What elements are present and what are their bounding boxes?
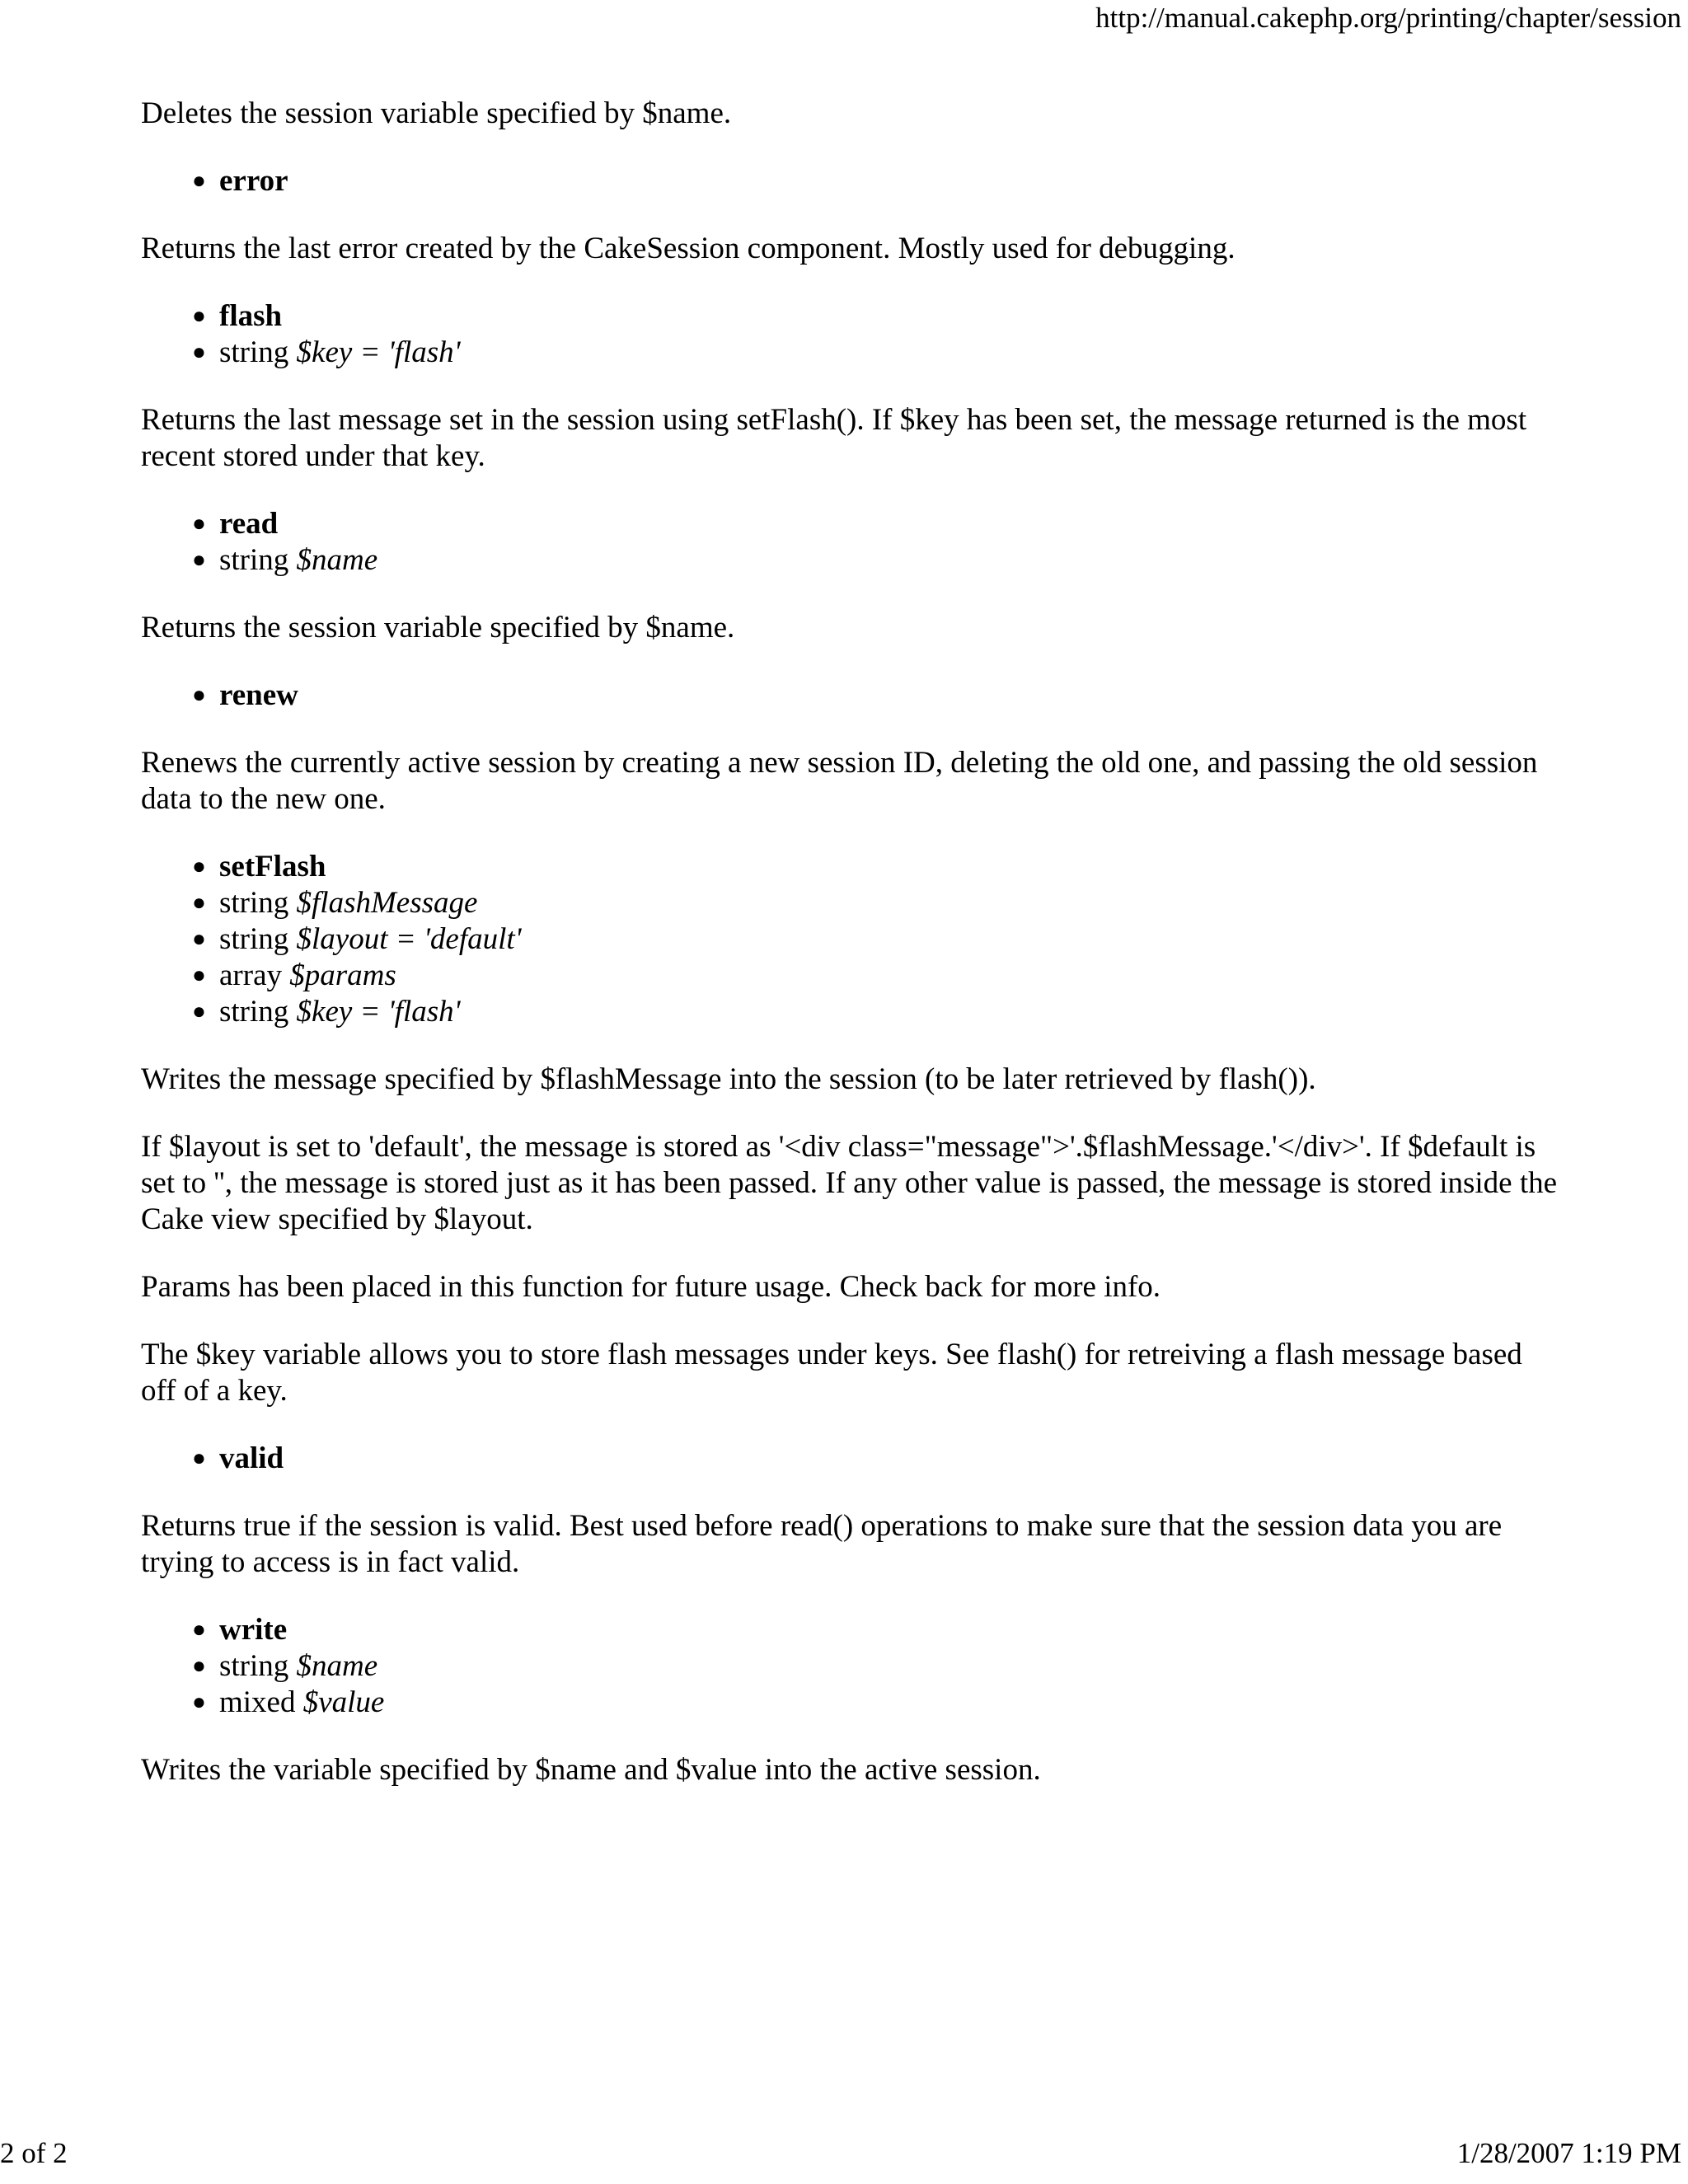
list-item xyxy=(192,506,1559,542)
document-content xyxy=(141,96,1559,1820)
method-list-renew xyxy=(141,677,1559,714)
page-indicator: 2 of 2 xyxy=(0,2137,68,2169)
param-type: string xyxy=(219,1649,289,1683)
method-list-valid xyxy=(141,1441,1559,1477)
param-name: $flashMessage xyxy=(296,886,478,920)
param-name: $key = 'flash' xyxy=(296,995,461,1029)
param-name: $name xyxy=(296,1649,378,1683)
bullet-icon: ● xyxy=(192,890,206,916)
flash-description: Returns the last message set in the session using setFlash(). If $key has been set, the message returned is the most recent stored under that key. xyxy=(141,403,1527,473)
method-name: flash xyxy=(219,299,283,333)
setflash-description-4: The $key variable allows you to store flash messages under keys. See flash() for retreiving a flash message based off of a key. xyxy=(141,1338,1522,1408)
method-name: error xyxy=(219,164,288,198)
bullet-icon: ● xyxy=(192,547,206,573)
bullet-icon: ● xyxy=(192,1617,206,1643)
list-item xyxy=(192,1441,1559,1477)
bullet-icon: ● xyxy=(192,340,206,365)
write-description: Writes the variable specified by $name and $value into the active session. xyxy=(141,1753,1041,1787)
list-item xyxy=(192,335,1559,371)
method-name: renew xyxy=(219,678,298,712)
setflash-description-2: If $layout is set to 'default', the message is stored as '<div class="message">'.$flashMessage.'</div>'. If $default is set to '', the message is stored just as it has been passed. If any other value is passed, the message is stored inside the Cake view specified by $layout. xyxy=(141,1130,1558,1236)
param-type: string xyxy=(219,543,289,577)
list-item xyxy=(192,958,1559,994)
page-url: http://manual.cakephp.org/printing/chapter/session xyxy=(1095,2,1681,34)
list-item xyxy=(192,885,1559,921)
method-name: read xyxy=(219,507,279,541)
list-item xyxy=(192,677,1559,714)
bullet-icon: ● xyxy=(192,963,206,988)
delete-description: Deletes the session variable specified by $name. xyxy=(141,96,732,130)
bullet-icon: ● xyxy=(192,854,206,879)
method-name: write xyxy=(219,1613,288,1647)
bullet-icon: ● xyxy=(192,1690,206,1715)
bullet-icon: ● xyxy=(192,511,206,537)
param-type: string xyxy=(219,922,289,956)
param-name: $params xyxy=(289,958,396,992)
bullet-icon: ● xyxy=(192,682,206,708)
param-type: mixed xyxy=(219,1685,296,1719)
bullet-icon: ● xyxy=(192,168,206,194)
method-name: setFlash xyxy=(219,850,326,883)
list-item xyxy=(192,163,1559,199)
renew-description: Renews the currently active session by creating a new session ID, deleting the old one, and passing the old session data to the new one. xyxy=(141,746,1538,816)
list-item xyxy=(192,994,1559,1030)
method-name: valid xyxy=(219,1441,284,1475)
read-description: Returns the session variable specified by $name. xyxy=(141,611,735,644)
bullet-icon: ● xyxy=(192,303,206,329)
error-description: Returns the last error created by the CakeSession component. Mostly used for debugging. xyxy=(141,232,1236,265)
param-name: $value xyxy=(302,1685,385,1719)
param-name: $name xyxy=(296,543,378,577)
list-item xyxy=(192,849,1559,885)
setflash-description-1: Writes the message specified by $flashMessage into the session (to be later retrieved by flash()). xyxy=(141,1062,1316,1096)
list-item xyxy=(192,921,1559,958)
list-item xyxy=(192,1685,1559,1721)
param-type: array xyxy=(219,958,282,992)
setflash-description-3: Params has been placed in this function for future usage. Check back for more info. xyxy=(141,1270,1161,1304)
method-list-setflash xyxy=(141,849,1559,1030)
list-item xyxy=(192,1648,1559,1685)
method-list-write xyxy=(141,1612,1559,1721)
list-item xyxy=(192,542,1559,579)
param-type: string xyxy=(219,995,289,1029)
list-item xyxy=(192,298,1559,335)
param-name: $key = 'flash' xyxy=(296,335,461,369)
bullet-icon: ● xyxy=(192,926,206,952)
print-timestamp: 1/28/2007 1:19 PM xyxy=(1456,2137,1681,2169)
valid-description: Returns true if the session is valid. Best used before read() operations to make sure that the session data you are trying to access is in fact valid. xyxy=(141,1509,1503,1579)
param-type: string xyxy=(219,335,289,369)
method-list-flash xyxy=(141,298,1559,371)
list-item xyxy=(192,1612,1559,1648)
param-type: string xyxy=(219,886,289,920)
bullet-icon: ● xyxy=(192,1446,206,1471)
bullet-icon: ● xyxy=(192,999,206,1024)
method-list-read xyxy=(141,506,1559,579)
param-name: $layout = 'default' xyxy=(296,922,522,956)
bullet-icon: ● xyxy=(192,1653,206,1679)
method-list-error xyxy=(141,163,1559,199)
